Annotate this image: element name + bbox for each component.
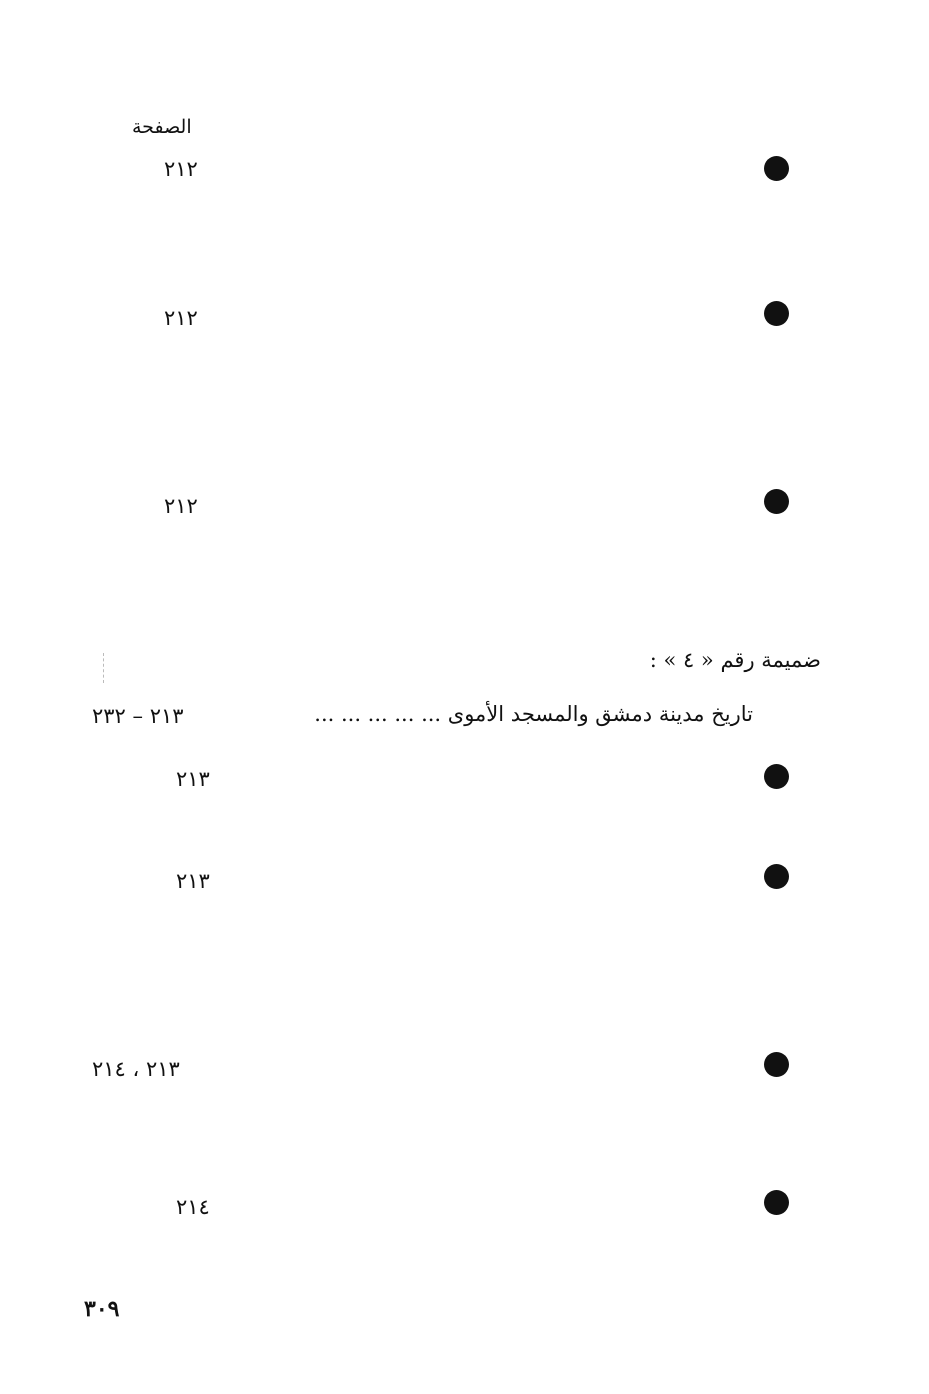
annex-heading-pages: ٢١٣ – ٢٣٢: [92, 704, 184, 728]
page-reference: ٢١٤: [176, 1195, 210, 1219]
page-reference: ٢١٢: [164, 494, 198, 518]
bullet-icon: [764, 156, 789, 181]
page-column-label: الصفحة: [132, 116, 192, 138]
page-number: ٣٠٩: [84, 1296, 120, 1322]
page-reference: ٢١٢: [164, 157, 198, 181]
page-reference: ٢١٣: [176, 869, 210, 893]
bullet-icon: [764, 864, 789, 889]
page-reference: ٢١٣ ، ٢١٤: [92, 1057, 180, 1081]
bullet-icon: [764, 1052, 789, 1077]
bullet-icon: [764, 301, 789, 326]
bullet-icon: [764, 764, 789, 789]
page-reference: ٢١٣: [176, 767, 210, 791]
annex-heading: تاريخ مدينة دمشق والمسجد الأموى ... ... ... ... ...: [314, 702, 753, 726]
bullet-icon: [764, 489, 789, 514]
margin-mark: [103, 653, 106, 683]
page-reference: ٢١٢: [164, 306, 198, 330]
bullet-icon: [764, 1190, 789, 1215]
annex-title: ضميمة رقم « ٤ » :: [649, 648, 821, 672]
